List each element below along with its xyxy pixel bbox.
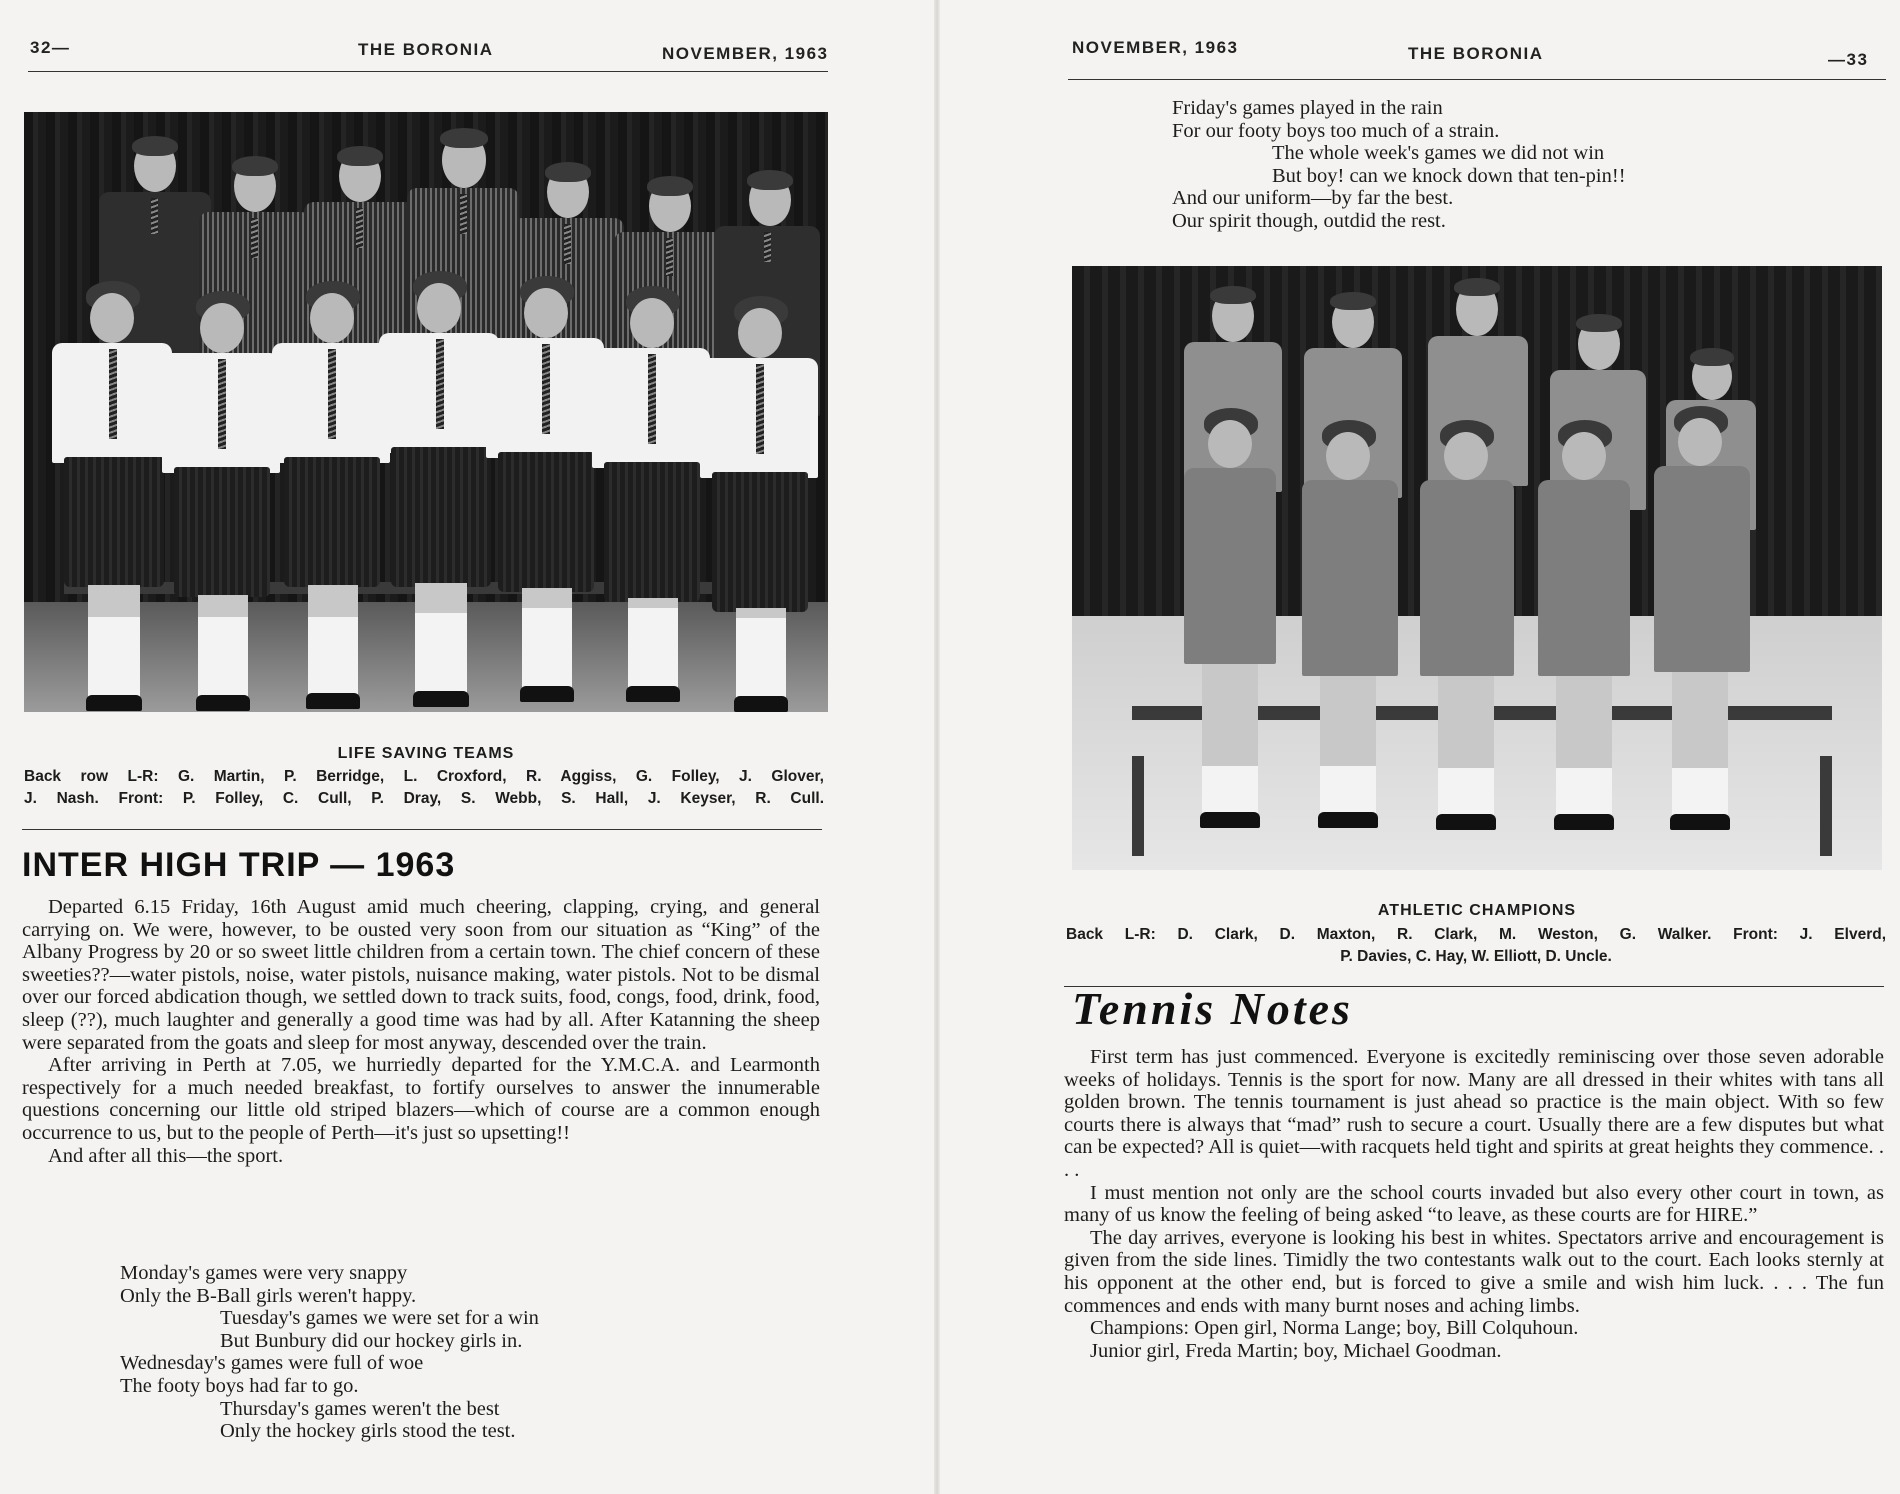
verse-line: The footy boys had far to go. <box>120 1374 359 1397</box>
paragraph: And after all this—the sport. <box>48 1144 284 1167</box>
verse-line: Thursday's games weren't the best <box>220 1397 500 1420</box>
left-page <box>0 0 938 1494</box>
paragraph: I must mention not only are the school courts invaded but also every other court in town, as many of us know the feeling of being asked “to leave, as these courts are for HIRE.” <box>1064 1181 1884 1227</box>
verse-line: For our footy boys too much of a strain. <box>1172 119 1500 142</box>
paragraph: Junior girl, Freda Martin; boy, Michael Goodman. <box>1090 1339 1502 1362</box>
verse-line: But boy! can we knock down that ten-pin!! <box>1272 164 1626 187</box>
paragraph: Champions: Open girl, Norma Lange; boy, Bill Colquhoun. <box>1090 1317 1579 1340</box>
section-rule <box>22 829 822 830</box>
photo-caption-title: ATHLETIC CHAMPIONS <box>1377 902 1577 919</box>
header-rule <box>1068 79 1886 80</box>
verse-line: Tuesday's games we were set for a win <box>220 1307 539 1330</box>
verse-line: Only the hockey girls stood the test. <box>220 1420 516 1443</box>
verse-line: Only the B-Ball girls weren't happy. <box>120 1284 417 1307</box>
photo-caption-line: Back row L-R: G. Martin, P. Berridge, L. Croxford, R. Aggiss, G. Folley, J. Glover, <box>24 768 824 785</box>
photo-caption-line: Back L-R: D. Clark, D. Maxton, R. Clark, M. Weston, G. Walker. Front: J. Elverd, <box>1066 926 1886 943</box>
verse-line: Our spirit though, outdid the rest. <box>1172 209 1446 232</box>
paragraph: The day arrives, everyone is looking his best in whites. Spectators arrive and encouragement is given from the side lines. Timidly the two contestants walk out to the court. Each looks sternly at his opponent at the other end, but is forced to give a smile and wish him luck. . . . The fun commences and ends with many burnt noses and aching limbs. <box>1064 1226 1884 1317</box>
issue-date: NOVEMBER, 1963 <box>662 44 829 63</box>
life-saving-teams-photo <box>24 112 828 712</box>
article-body <box>1064 1046 1884 1362</box>
article-body <box>22 896 820 1167</box>
verse <box>22 1262 539 1443</box>
verse <box>1172 97 1626 233</box>
verse-line: The whole week's games we did not win <box>1272 142 1605 165</box>
page-number: 32— <box>30 38 71 57</box>
page-number: —33 <box>1828 50 1869 69</box>
photo-caption-line: J. Nash. Front: P. Folley, C. Cull, P. Dray, S. Webb, S. Hall, J. Keyser, R. Cull. <box>24 790 824 807</box>
photo-caption-title: LIFE SAVING TEAMS <box>337 745 515 762</box>
article-title: Tennis Notes <box>1072 983 1353 1034</box>
header-rule <box>28 71 828 72</box>
publication-name: THE BORONIA <box>358 40 494 59</box>
publication-name: THE BORONIA <box>1408 44 1544 63</box>
paragraph: First term has just commenced. Everyone is excitedly reminiscing over those seven adorable weeks of holidays. Tennis is the sport for now. Many are all dressed in their whites with tans all golden brown. The tennis tournament is just ahead so practice is the main object. With so few courts there is always that “mad” rush to secure a court. Usually there are a few disputes but what can be expected? All is quiet—with racquets held tight and spirits at great heights they commence. . . . <box>1064 1046 1884 1181</box>
paragraph: Departed 6.15 Friday, 16th August amid much cheering, clapping, crying, and general carrying on. We were, however, to be ousted very soon from our situation as “King” of the Albany Progress by 20 or so sweet little children from a certain town. The chief concern of these sweeties??—water pistols, noise, water pistols, nuisance making, water pistols. Not to be dismal over our forced abdication though, we settled down to track suits, food, congs, food, drink, food, sleep (??), much laughter and generally a good time was had by all. After Katanning the sheep were separated from the goats and sleep for most anyway, descended over the train. <box>22 896 820 1054</box>
photo-caption-line: P. Davies, C. Hay, W. Elliott, D. Uncle. <box>1340 948 1612 965</box>
verse-line: Friday's games played in the rain <box>1172 97 1443 119</box>
verse-line: But Bunbury did our hockey girls in. <box>220 1329 523 1352</box>
article-title: INTER HIGH TRIP — 1963 <box>22 846 456 884</box>
photo-caption <box>24 766 824 810</box>
verse-line: And our uniform—by far the best. <box>1172 187 1454 210</box>
verse-line: Monday's games were very snappy <box>120 1262 408 1284</box>
photo-caption <box>1066 924 1886 968</box>
right-page <box>938 0 1900 1494</box>
verse-line: Wednesday's games were full of woe <box>120 1352 424 1375</box>
paragraph: After arriving in Perth at 7.05, we hurriedly departed for the Y.M.C.A. and Learmonth respectively for a much needed breakfast, to fortify ourselves to answer the innumerable questions concerning our little old striped blazers—which of course are a common enough occurrence to us, but to the people of Perth—it's just so upsetting!! <box>22 1054 820 1144</box>
athletic-champions-photo <box>1072 266 1882 870</box>
issue-date: NOVEMBER, 1963 <box>1072 38 1239 57</box>
